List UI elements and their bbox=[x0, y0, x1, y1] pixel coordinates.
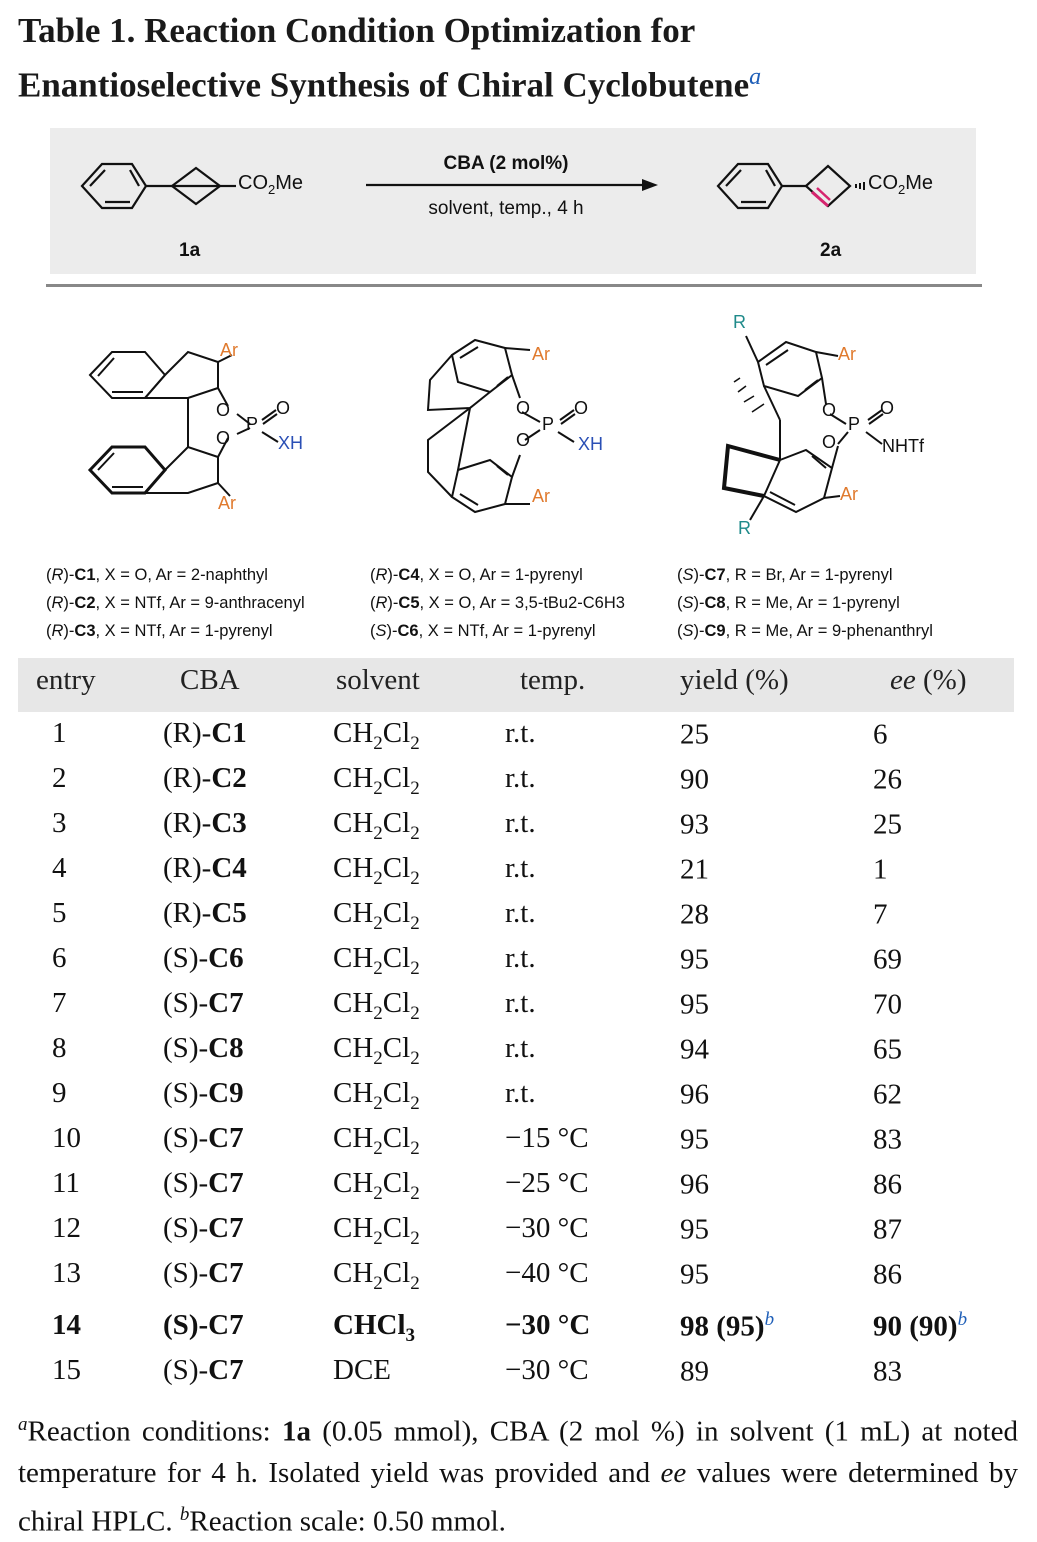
title-footnote-mark: a bbox=[749, 64, 762, 90]
table-row bbox=[0, 1122, 1037, 1167]
header-temp: temp. bbox=[520, 664, 586, 696]
table-title bbox=[18, 8, 1018, 109]
cell-yield: 98 $(95)^b$ bbox=[680, 1309, 775, 1343]
title-line-1: Table 1. Reaction Condition Optimization for bbox=[18, 11, 696, 50]
catalyst-legend-col-3 bbox=[677, 561, 933, 645]
cell-solvent: $CH_2Cl_2$ bbox=[333, 717, 420, 754]
cell-solvent: $CH_2Cl_2$ bbox=[333, 1032, 420, 1069]
cell-solvent: $CH_2Cl_2$ bbox=[333, 852, 420, 889]
cell-cba: (S)-C7 bbox=[163, 1257, 244, 1289]
header-solvent: solvent bbox=[336, 664, 420, 696]
cell-entry: 2 bbox=[52, 762, 67, 794]
catalyst-legend-col-2 bbox=[370, 561, 625, 645]
cell-cba: (R)-C1 bbox=[163, 717, 247, 749]
cell-solvent: CHCl$_3$ bbox=[333, 1309, 415, 1346]
substrate-label: 1a bbox=[179, 240, 201, 261]
cell-ee: 69 bbox=[873, 943, 902, 976]
cell-cba: (S)-C7 bbox=[163, 1212, 244, 1244]
cell-temp: r.t. bbox=[505, 762, 536, 794]
cell-solvent: $CH_2Cl_2$ bbox=[333, 1257, 420, 1294]
cell-ee: 7 bbox=[873, 898, 888, 931]
table-row bbox=[0, 807, 1037, 852]
cell-cba: (S)-C6 bbox=[163, 942, 244, 974]
cell-yield: 95 bbox=[680, 988, 709, 1021]
cell-yield: 96 bbox=[680, 1168, 709, 1201]
cell-temp: −30 °C bbox=[505, 1354, 589, 1386]
cell-yield: 95 bbox=[680, 943, 709, 976]
cell-yield: 96 bbox=[680, 1078, 709, 1111]
cell-entry: 4 bbox=[52, 852, 67, 884]
cell-solvent: $CH_2Cl_2$ bbox=[333, 1077, 420, 1114]
cell-cba: (S)-C7 bbox=[163, 1167, 244, 1199]
catalyst-legend-col-1 bbox=[46, 561, 305, 645]
cell-entry: 7 bbox=[52, 987, 67, 1019]
table-header bbox=[18, 658, 1014, 712]
table-row bbox=[0, 762, 1037, 807]
cell-temp: −30 °C bbox=[505, 1212, 589, 1244]
legend-item: (R)-C5, X = O, Ar = 3,5-tBu2-C6H3 bbox=[370, 594, 625, 612]
header-ee: ee (%) bbox=[890, 664, 967, 696]
cell-yield: 28 bbox=[680, 898, 709, 931]
cell-temp: r.t. bbox=[505, 717, 536, 749]
cell-yield: 94 bbox=[680, 1033, 709, 1066]
cell-temp: r.t. bbox=[505, 942, 536, 974]
cell-cba: (S)-C7 bbox=[163, 1354, 244, 1386]
cell-entry: 5 bbox=[52, 897, 67, 929]
cell-yield: 25 bbox=[680, 718, 709, 751]
cell-yield: 21 bbox=[680, 853, 709, 886]
cell-ee: 1 bbox=[873, 853, 888, 886]
cell-ee: 86 bbox=[873, 1258, 902, 1291]
substrate-group: $CO_2Me$ bbox=[238, 172, 304, 197]
cell-ee: 83 bbox=[873, 1355, 902, 1388]
cell-solvent: $CH_2Cl_2$ bbox=[333, 807, 420, 844]
product-label: 2a bbox=[820, 240, 842, 261]
table-row bbox=[0, 1257, 1037, 1302]
cell-solvent: $CH_2Cl_2$ bbox=[333, 1122, 420, 1159]
divider bbox=[46, 284, 982, 287]
cell-yield: 90 bbox=[680, 763, 709, 796]
cell-temp: r.t. bbox=[505, 1077, 536, 1109]
product-group: $CO_2Me$ bbox=[868, 172, 934, 197]
cell-entry: 11 bbox=[52, 1167, 80, 1199]
cell-solvent: $CH_2Cl_2$ bbox=[333, 942, 420, 979]
reaction-arrow-head bbox=[642, 179, 658, 191]
cell-yield: 93 bbox=[680, 808, 709, 841]
cell-cba: (R)-C2 bbox=[163, 762, 247, 794]
cell-solvent: $CH_2Cl_2$ bbox=[333, 1167, 420, 1204]
legend-item: (R)-C4, X = O, Ar = 1-pyrenyl bbox=[370, 566, 583, 584]
cell-yield: 95 bbox=[680, 1123, 709, 1156]
cell-entry: 14 bbox=[52, 1309, 81, 1341]
cell-temp: r.t. bbox=[505, 807, 536, 839]
table-footnote: $^a$Reaction conditions: 1a (0.05 mmol), CBA (2 mol %) in solvent (1 mL) at noted temperature for 4 h. Isolated yield was provided and ee values were determined by chiral HPLC. $^b$Reaction scale: 0.50 mmol. bbox=[18, 1414, 1018, 1538]
cell-cba: (S)-C7 bbox=[163, 1309, 244, 1341]
legend-item: (R)-C3, X = NTf, Ar = 1-pyrenyl bbox=[46, 622, 273, 640]
cell-ee: 87 bbox=[873, 1213, 902, 1246]
table-row bbox=[0, 897, 1037, 942]
cell-ee: 86 bbox=[873, 1168, 902, 1201]
cell-entry: 10 bbox=[52, 1122, 81, 1154]
cell-entry: 12 bbox=[52, 1212, 81, 1244]
cell-ee: 65 bbox=[873, 1033, 902, 1066]
cell-temp: r.t. bbox=[505, 852, 536, 884]
cell-solvent: $CH_2Cl_2$ bbox=[333, 897, 420, 934]
cell-entry: 3 bbox=[52, 807, 67, 839]
legend-item: (R)-C2, X = NTf, Ar = 9-anthracenyl bbox=[46, 594, 305, 612]
header-entry: entry bbox=[36, 664, 96, 696]
table-row bbox=[0, 1212, 1037, 1257]
cyclobutene-double-bond bbox=[812, 192, 828, 206]
cell-temp: −30 °C bbox=[505, 1309, 591, 1341]
header-yield: yield (%) bbox=[680, 664, 789, 696]
cell-solvent: $CH_2Cl_2$ bbox=[333, 762, 420, 799]
cell-cba: (R)-C5 bbox=[163, 897, 247, 929]
cell-solvent: DCE bbox=[333, 1354, 391, 1386]
cell-temp: −40 °C bbox=[505, 1257, 589, 1289]
cell-temp: r.t. bbox=[505, 987, 536, 1019]
legend-item: (R)-C1, X = O, Ar = 2-naphthyl bbox=[46, 566, 268, 584]
cell-cba: (S)-C8 bbox=[163, 1032, 244, 1064]
cell-ee: 83 bbox=[873, 1123, 902, 1156]
cell-ee: 26 bbox=[873, 763, 902, 796]
table-row bbox=[0, 987, 1037, 1032]
cell-ee: 62 bbox=[873, 1078, 902, 1111]
cell-entry: 6 bbox=[52, 942, 67, 974]
cell-temp: −15 °C bbox=[505, 1122, 589, 1154]
legend-item: (S)-C9, R = Me, Ar = 9-phenanthryl bbox=[677, 622, 933, 640]
cell-entry: 9 bbox=[52, 1077, 67, 1109]
cell-ee: 70 bbox=[873, 988, 902, 1021]
cell-entry: 1 bbox=[52, 717, 67, 749]
cell-solvent: $CH_2Cl_2$ bbox=[333, 1212, 420, 1249]
cell-entry: 8 bbox=[52, 1032, 67, 1064]
title-line-2: Enantioselective Synthesis of Chiral Cyclobutene bbox=[18, 65, 750, 105]
cell-cba: (S)-C9 bbox=[163, 1077, 244, 1109]
cell-ee: 90 $(90)^b$ bbox=[873, 1309, 968, 1343]
table-row bbox=[0, 1354, 1037, 1399]
cyclobutene-ring bbox=[806, 166, 850, 206]
cell-ee: 25 bbox=[873, 808, 902, 841]
table-row bbox=[0, 1309, 1037, 1354]
cell-temp: −25 °C bbox=[505, 1167, 589, 1199]
cell-entry: 15 bbox=[52, 1354, 81, 1386]
legend-item: (S)-C6, X = NTf, Ar = 1-pyrenyl bbox=[370, 622, 596, 640]
cell-yield: 95 bbox=[680, 1258, 709, 1291]
legend-item: (S)-C7, R = Br, Ar = 1-pyrenyl bbox=[677, 566, 893, 584]
header-cba: CBA bbox=[180, 664, 240, 696]
cell-cba: (R)-C3 bbox=[163, 807, 247, 839]
table-row bbox=[0, 1167, 1037, 1212]
cell-yield: 95 bbox=[680, 1213, 709, 1246]
cell-yield: 89 bbox=[680, 1355, 709, 1388]
legend-item: (S)-C8, R = Me, Ar = 1-pyrenyl bbox=[677, 594, 900, 612]
conditions-label: solvent, temp., 4 h bbox=[428, 198, 584, 219]
reagent-label: CBA (2 mol%) bbox=[443, 153, 569, 174]
cell-cba: (S)-C7 bbox=[163, 987, 244, 1019]
table-row bbox=[0, 942, 1037, 987]
cell-solvent: $CH_2Cl_2$ bbox=[333, 987, 420, 1024]
table-row bbox=[0, 852, 1037, 897]
table-row bbox=[0, 1077, 1037, 1122]
table-row bbox=[0, 1032, 1037, 1077]
catalyst-labels: Ar Ar O O P O XH Ar Ar O O P O XH R R Ar Ar O O P O NHTf bbox=[216, 312, 924, 538]
cell-temp: r.t. bbox=[505, 897, 536, 929]
table-row bbox=[0, 717, 1037, 762]
cell-ee: 6 bbox=[873, 718, 888, 751]
cell-entry: 13 bbox=[52, 1257, 81, 1289]
cell-temp: r.t. bbox=[505, 1032, 536, 1064]
cell-cba: (S)-C7 bbox=[163, 1122, 244, 1154]
cell-cba: (R)-C4 bbox=[163, 852, 247, 884]
